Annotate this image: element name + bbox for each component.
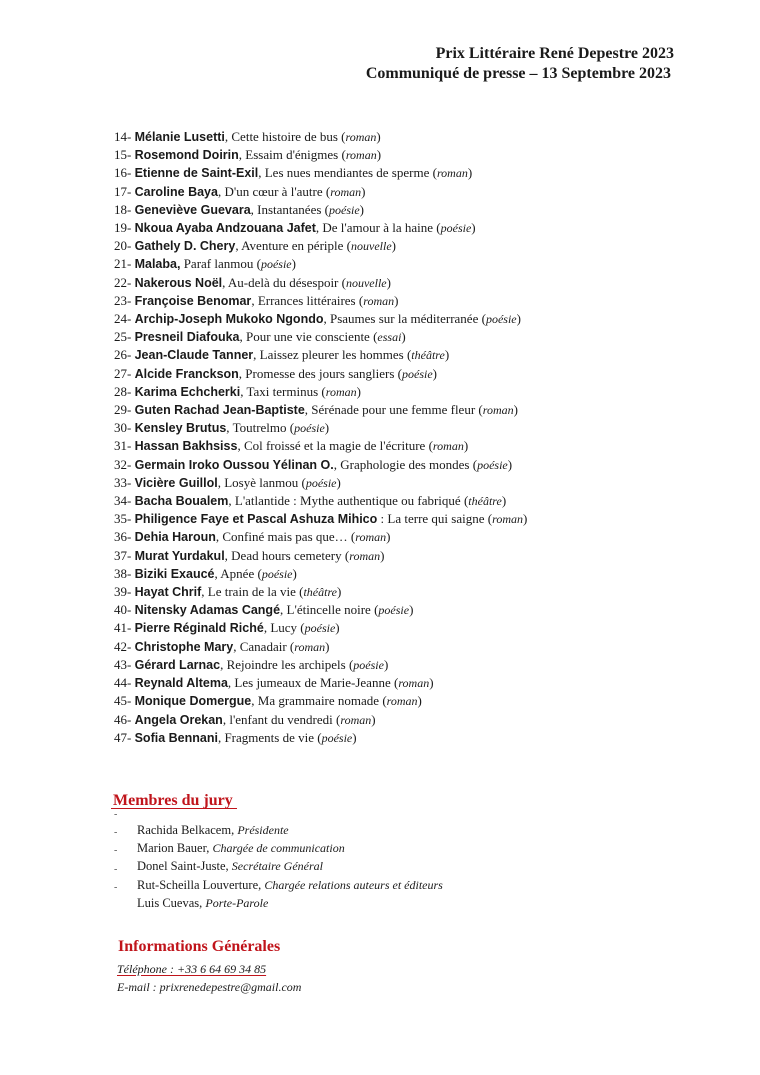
list-item: 14- Mélanie Lusetti, Cette histoire de bus (roman) (114, 129, 381, 144)
work-genre: roman (325, 384, 357, 399)
entry-separator: , (217, 474, 221, 490)
work-title: Col froissé et la magie de l'écriture (243, 438, 426, 454)
work-title: Apnée (220, 565, 255, 581)
jury-member-role: Porte-Parole (205, 895, 269, 910)
jury-bullet: - (114, 845, 118, 857)
list-item: 34- Bacha Boualem, L'atlantide : Mythe authentique ou fabriqué (théâtre) (114, 493, 507, 509)
entry-separator: , (224, 547, 228, 563)
jury-bullet: - (114, 881, 118, 893)
work-genre: poésie (329, 202, 360, 217)
work-genre: poésie (378, 603, 410, 618)
work-genre: roman (340, 712, 372, 727)
work-title: Psaumes sur la méditerranée (329, 311, 479, 327)
work-title: Promesse des jours sangliers (245, 365, 395, 381)
author-name: Reynald Altema (134, 676, 228, 691)
work-genre: essai (377, 330, 402, 345)
entry-number: 28- (114, 383, 132, 399)
jury-bullet: - (114, 827, 118, 839)
list-item: 23- Françoise Benomar, Errances littéraires (roman) (114, 292, 399, 308)
work-genre: roman (349, 548, 381, 563)
entry-number: 39- (114, 584, 132, 600)
jury-bullet: - (114, 809, 118, 820)
work-title: Sérénade pour une femme fleur (311, 402, 476, 418)
work-title: Laissez pleurer les hommes (259, 347, 404, 363)
work-genre: nouvelle (345, 275, 387, 290)
entry-number: 16- (114, 165, 132, 181)
author-name: Kensley Brutus (134, 421, 227, 436)
entry-separator: , (222, 274, 226, 290)
jury-member-role: Chargée de communication (212, 841, 345, 856)
list-item: 22- Nakerous Noël, Au-delà du désespoir (nouvelle) (114, 274, 391, 290)
list-item: 30- Kensley Brutus, Toutrelmo (poésie) (114, 420, 330, 436)
list-item: 32- Germain Iroko Oussou Yélinan O., Graphologie des mondes (poésie) (114, 456, 513, 472)
list-item: 18- Geneviève Guevara, Instantanées (poésie) (114, 201, 364, 217)
work-title: Rejoindre les archipels (226, 656, 346, 672)
email-line[interactable]: E-mail : prixrenedepestre@gmail.com (117, 980, 302, 994)
entry-number: 18- (114, 201, 132, 217)
entry-separator: , (214, 565, 218, 581)
author-name: Etienne de Saint-Exil (134, 166, 259, 181)
author-name: Nakerous Noël (134, 275, 223, 290)
work-title: Taxi terminus (246, 383, 319, 399)
entry-number: 41- (114, 620, 132, 636)
work-title: Le train de la vie (207, 584, 296, 600)
entry-number: 31- (114, 438, 132, 454)
author-name: Gathely D. Chery (134, 239, 236, 254)
work-genre: nouvelle (351, 239, 392, 254)
entry-number: 47- (114, 729, 132, 745)
entry-number: 21- (114, 256, 132, 272)
entry-separator: , (233, 638, 237, 654)
list-item: 40- Nitensky Adamas Cangé, L'étincelle noire (poésie) (114, 602, 414, 618)
entry-separator: , (215, 529, 220, 545)
entry-separator: : (377, 511, 385, 527)
jury-member: Rachida Belkacem, Présidente (137, 823, 289, 837)
author-name: Nkoua Ayaba Andzouana Jafet (134, 221, 316, 236)
author-name: Germain Iroko Oussou Yélinan O. (134, 457, 334, 472)
work-title: l'enfant du vendredi (229, 711, 333, 727)
entry-separator: , (258, 165, 262, 181)
entry-number: 36- (114, 529, 132, 545)
entry-number: 35- (114, 511, 132, 527)
entry-number: 43- (114, 656, 132, 672)
work-title: De l'amour à la haine (322, 220, 434, 236)
work-genre: roman (492, 512, 523, 527)
entry-separator: , (222, 711, 227, 727)
work-title: D'un cœur à l'autre (224, 183, 323, 199)
entry-separator: , (201, 584, 205, 600)
entry-separator: , (315, 220, 320, 236)
author-name: Biziki Exaucé (134, 566, 215, 581)
jury-member-role: Secrétaire Général (231, 859, 323, 874)
list-item: 37- Murat Yurdakul, Dead hours cemetery (roman) (114, 547, 385, 563)
work-title: Les jumeaux de Marie-Jeanne (234, 675, 391, 691)
entry-number: 25- (114, 329, 132, 345)
work-genre: roman (363, 293, 395, 308)
list-item: 17- Caroline Baya, D'un cœur à l'autre (roman) (114, 183, 366, 199)
work-genre: poésie (353, 657, 384, 672)
work-genre: roman (330, 184, 362, 199)
entry-number: 22- (114, 274, 132, 290)
jury-member-name: Donel Saint-Juste (137, 859, 226, 874)
author-name: Monique Domergue (134, 694, 252, 709)
jury-member: Marion Bauer, Chargée de communication (137, 841, 345, 856)
entry-separator: , (263, 620, 268, 636)
author-name: Françoise Benomar (134, 293, 252, 308)
candidate-list (114, 128, 527, 747)
list-item: 27- Alcide Franckson, Promesse des jours sangliers (poésie) (114, 365, 438, 381)
list-item: 43- Gérard Larnac, Rejoindre les archipels (poésie) (114, 656, 389, 672)
list-item: 28- Karima Echcherki, Taxi terminus (roman) (114, 383, 361, 399)
entry-separator: , (228, 493, 232, 509)
entry-number: 37- (114, 547, 132, 563)
entry-number: 29- (114, 402, 132, 418)
entry-number: 14- (114, 129, 132, 144)
author-name: Christophe Mary (134, 639, 234, 654)
entry-separator: , (238, 147, 243, 163)
entry-separator: , (217, 183, 222, 199)
entry-separator: , (227, 675, 232, 691)
work-genre: poésie (305, 475, 337, 490)
author-name: Presneil Diafouka (134, 330, 240, 345)
work-genre: roman (345, 130, 377, 144)
list-item: 15- Rosemond Doirin, Essaim d'énigmes (roman) (114, 147, 382, 163)
list-item: 21- Malaba, Paraf lanmou (poésie) (114, 256, 296, 272)
work-title: Lucy (270, 620, 298, 636)
work-title: Dead hours cemetery (231, 547, 342, 563)
work-title: L'atlantide : Mythe authentique ou fabriqué (234, 493, 461, 509)
jury-member-name: Rachida Belkacem (137, 823, 232, 837)
work-title: Cette histoire de bus (231, 129, 338, 144)
entry-number: 20- (114, 238, 132, 254)
list-item: 26- Jean-Claude Tanner, Laissez pleurer les hommes (théâtre) (114, 347, 450, 363)
author-name: Sofia Bennani (134, 730, 218, 745)
entry-number: 34- (114, 493, 132, 509)
entry-number: 40- (114, 602, 132, 618)
entry-number: 32- (114, 456, 132, 472)
list-item: 38- Biziki Exaucé, Apnée (poésie) (114, 565, 297, 581)
work-genre: poésie (260, 257, 292, 272)
work-title: Aventure en périple (241, 238, 344, 254)
entry-number: 30- (114, 420, 132, 436)
list-item: 42- Christophe Mary, Canadair (roman) (114, 638, 330, 654)
work-title: Canadair (239, 638, 287, 654)
work-genre: roman (294, 639, 326, 654)
work-genre: poésie (402, 366, 433, 381)
work-genre: théâtre (468, 494, 502, 509)
phone-line: Téléphone : +33 6 64 69 34 85 (117, 962, 267, 976)
work-title: Confiné mais pas que… (222, 529, 348, 545)
author-name: Archip-Joseph Mukoko Ngondo (134, 312, 324, 327)
list-item: 20- Gathely D. Chery, Aventure en périple (nouvelle) (114, 238, 396, 254)
author-name: Jean-Claude Tanner (134, 348, 254, 363)
author-name: Murat Yurdakul (134, 548, 225, 563)
entry-separator: , (238, 365, 243, 381)
list-item: 31- Hassan Bakhsiss, Col froissé et la magie de l'écriture (roman) (114, 438, 469, 454)
work-title: Losyè lanmou (224, 474, 299, 490)
work-title: Pour une vie consciente (246, 329, 370, 345)
jury-member: Donel Saint-Juste, Secrétaire Général (137, 859, 323, 874)
author-name: Rosemond Doirin (134, 148, 239, 163)
work-genre: roman (482, 403, 514, 418)
entry-separator: , (217, 729, 222, 745)
work-title: La terre qui saigne (387, 511, 485, 527)
entry-number: 42- (114, 638, 132, 654)
work-genre: théâtre (411, 348, 445, 363)
entry-separator: , (251, 693, 255, 709)
work-title: Essaim d'énigmes (245, 147, 339, 163)
author-name: Malaba, (134, 257, 181, 272)
author-name: Vicière Guillol (134, 475, 218, 490)
entry-separator: , (239, 329, 243, 345)
entry-separator: , (251, 292, 255, 308)
work-title: L'étincelle noire (286, 602, 371, 618)
list-item: 47- Sofia Bennani, Fragments de vie (poésie) (114, 729, 357, 745)
entry-separator: , (253, 347, 257, 363)
work-title: Paraf lanmou (183, 256, 254, 272)
work-genre: roman (436, 166, 468, 181)
work-genre: poésie (477, 457, 508, 472)
entry-number: 27- (114, 365, 132, 381)
author-name: Dehia Haroun (134, 530, 216, 545)
work-title: Fragments de vie (224, 729, 314, 745)
entry-separator: , (220, 656, 224, 672)
work-title: Au-delà du désespoir (227, 274, 339, 290)
entry-number: 46- (114, 711, 132, 727)
jury-member-name: Rut-Scheilla Louverture (137, 877, 259, 892)
press-release-header (366, 44, 674, 84)
work-genre: poésie (321, 730, 353, 745)
list-item: 46- Angela Orekan, l'enfant du vendredi (roman) (114, 711, 376, 727)
jury-member: Luis Cuevas, Porte-Parole (137, 895, 269, 910)
entry-separator: , (250, 201, 254, 217)
work-genre: poésie (485, 312, 517, 327)
entry-separator: , (323, 311, 327, 327)
entry-separator: , (224, 129, 229, 144)
jury-bullet: - (114, 863, 118, 875)
entry-number: 15- (114, 147, 132, 163)
list-item: 25- Presneil Diafouka, Pour une vie consciente (essai) (114, 329, 406, 345)
author-name: Caroline Baya (134, 184, 218, 199)
prize-title: Prix Littéraire René Depestre 2023 (435, 45, 674, 62)
author-name: Philigence Faye et Pascal Ashuza Mihico (134, 512, 378, 527)
entry-number: 19- (114, 220, 132, 236)
jury-member: Rut-Scheilla Louverture, Chargée relations auteurs et éditeurs (137, 877, 443, 892)
list-item: 19- Nkoua Ayaba Andzouana Jafet, De l'amour à la haine (poésie) (114, 220, 476, 236)
entry-number: 23- (114, 292, 132, 308)
author-name: Gérard Larnac (134, 657, 221, 672)
author-name: Pierre Réginald Riché (134, 621, 264, 636)
author-name: Hassan Bakhsiss (134, 439, 238, 454)
work-genre: poésie (261, 566, 293, 581)
author-name: Angela Orekan (134, 712, 223, 727)
author-name: Alcide Franckson (134, 366, 239, 381)
author-name: Hayat Chrif (134, 585, 202, 600)
list-item: 29- Guten Rachad Jean-Baptiste, Sérénade pour une femme fleur (roman) (114, 402, 518, 418)
work-title: Toutrelmo (232, 420, 287, 436)
entry-number: 17- (114, 183, 132, 199)
entry-separator: , (333, 456, 337, 472)
author-name: Karima Echcherki (134, 384, 241, 399)
entry-number: 33- (114, 474, 132, 490)
jury-member-role: Présidente (237, 823, 289, 837)
work-genre: poésie (440, 221, 472, 236)
work-title: Graphologie des mondes (340, 456, 470, 472)
list-item: 16- Etienne de Saint-Exil, Les nues mendiantes de sperme (roman) (114, 165, 473, 181)
work-title: Errances littéraires (257, 292, 356, 308)
info-heading: Informations Générales (118, 938, 281, 955)
entry-number: 26- (114, 347, 132, 363)
entry-number: 44- (114, 675, 132, 691)
author-name: Bacha Boualem (134, 494, 229, 509)
list-item: 45- Monique Domergue, Ma grammaire nomade (roman) (114, 693, 422, 709)
jury-member-role: Chargée relations auteurs et éditeurs (264, 877, 443, 892)
entry-number: 38- (114, 565, 132, 581)
author-name: Nitensky Adamas Cangé (134, 603, 281, 618)
list-item: 24- Archip-Joseph Mukoko Ngondo, Psaumes sur la méditerranée (poésie) (114, 311, 521, 327)
list-item: 39- Hayat Chrif, Le train de la vie (théâtre) (114, 584, 342, 600)
author-name: Guten Rachad Jean-Baptiste (134, 403, 305, 418)
list-item: 44- Reynald Altema, Les jumeaux de Marie-Jeanne (roman) (114, 675, 434, 691)
work-genre: roman (355, 530, 387, 545)
work-genre: roman (398, 676, 430, 691)
list-item: 33- Vicière Guillol, Losyè lanmou (poésie) (114, 474, 341, 490)
work-genre: poésie (294, 421, 325, 436)
list-item: 35- Philigence Faye et Pascal Ashuza Mihico : La terre qui saigne (roman) (114, 511, 528, 527)
work-title: Ma grammaire nomade (257, 693, 380, 709)
entry-separator: , (280, 602, 284, 618)
entry-separator: , (237, 438, 241, 454)
author-name: Geneviève Guevara (134, 202, 251, 217)
entry-separator: , (304, 402, 309, 418)
work-genre: roman (345, 148, 377, 163)
list-item: 36- Dehia Haroun, Confiné mais pas que… (roman) (114, 529, 391, 545)
jury-member-name: Marion Bauer (137, 841, 207, 856)
work-title: Instantanées (257, 201, 322, 217)
work-genre: roman (432, 439, 464, 454)
work-genre: roman (386, 694, 418, 709)
work-genre: poésie (304, 621, 336, 636)
entry-separator: , (240, 383, 244, 399)
work-genre: théâtre (303, 585, 337, 600)
list-item: 41- Pierre Réginald Riché, Lucy (poésie) (114, 620, 340, 636)
entry-number: 45- (114, 693, 132, 709)
entry-separator: , (235, 238, 239, 254)
press-release-date: Communiqué de presse – 13 Septembre 2023 (365, 65, 671, 82)
jury-member-name: Luis Cuevas (137, 895, 200, 910)
author-name: Mélanie Lusetti (134, 130, 225, 144)
work-title: Les nues mendiantes de sperme (264, 165, 430, 181)
entry-number: 24- (114, 311, 132, 327)
jury-heading: Membres du jury (113, 792, 233, 809)
entry-separator: , (226, 420, 230, 436)
